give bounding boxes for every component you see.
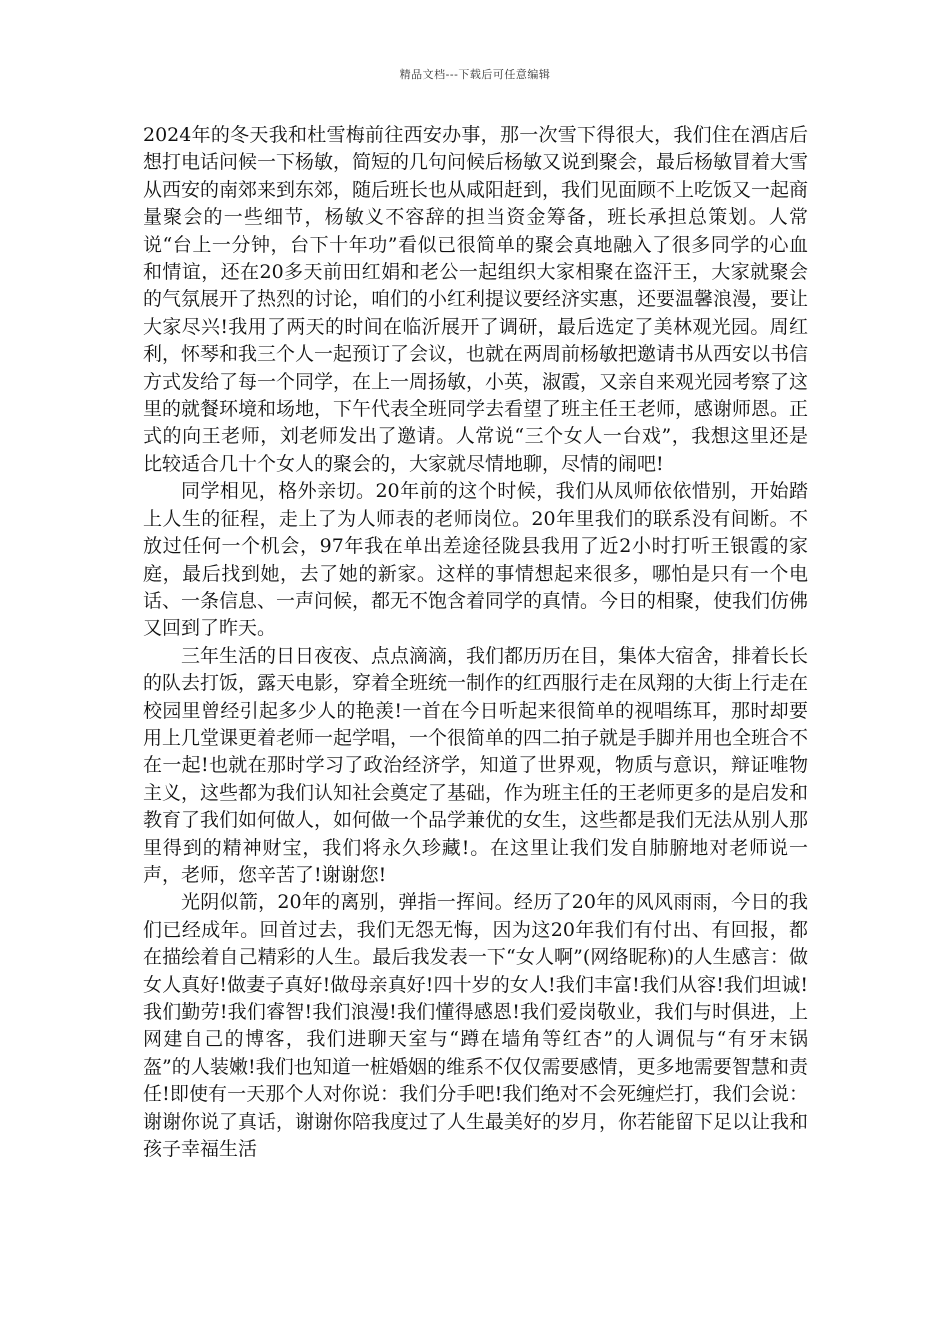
document-body <box>143 122 808 1163</box>
paragraph-4: 光阴似箭，20年的离别，弹指一挥间。经历了20年的风风雨雨，今日的我们已经成年。回首过去，我们无怨无悔，因为这20年我们有付出、有回报，都在描绘着自己精彩的人生。最后我发表一下“女人啊”(网络昵称)的人生感言：做女人真好!做妻子真好!做母亲真好!四十岁的女人!我们丰富!我们从容!我们坦诚!我们勤劳!我们睿智!我们浪漫!我们懂得感恩!我们爱岗敬业，我们与时俱进，上网建自己的博客，我们进聊天室与“蹲在墙角等红杏”的人调侃与“有牙末锅盔”的人装嫩!我们也知道一桩婚姻的维系不仅仅需要感情，更多地需要智慧和责任!即使有一天那个人对你说：我们分手吧!我们绝对不会死缠烂打，我们会说：谢谢你说了真话，谢谢你陪我度过了人生最美好的岁月，你若能留下足以让我和孩子幸福生活 <box>143 891 809 1161</box>
page-header: 精品文档---下载后可任意编辑 <box>399 68 551 81</box>
paragraph-3: 三年生活的日日夜夜、点点滴滴，我们都历历在目，集体大宿舍，排着长长的队去打饭，露天电影，穿着全班统一制作的红西服行走在凤翔的大街上行走在校园里曾经引起多少人的艳羡!一首在今日听起来很简单的视唱练耳，那时却要用上几堂课更着老师一起学唱，一个很简单的四二拍子就是手脚并用也全班合不在一起!也就在那时学习了政治经济学，知道了世界观，物质与意识，辩证唯物主义，这些都为我们认知社会奠定了基础，作为班主任的王老师更多的是启发和教育了我们如何做人，如何做一个品学兼优的女生，这些都是我们无法从别人那里得到的精神财宝，我们将永久珍藏!。在这里让我们发自肺腑地对老师说一声，老师，您辛苦了!谢谢您! <box>143 644 809 886</box>
paragraph-2: 同学相见，格外亲切。20年前的这个时候，我们从凤师依依惜别，开始踏上人生的征程，走上了为人师表的老师岗位。20年里我们的联系没有间断。不放过任何一个机会，97年我在单出差途径陇县我用了近2小时打听王银霞的家庭，最后找到她，去了她的新家。这样的事情想起来很多，哪怕是只有一个电话、一条信息、一声问候，都无不饱含着同学的真情。今日的相聚，使我们仿佛又回到了昨天。 <box>143 480 809 640</box>
paragraph-1: 2024年的冬天我和杜雪梅前往西安办事，那一次雪下得很大，我们住在酒店后想打电话问候一下杨敏，简短的几句问候后杨敏又说到聚会，最后杨敏冒着大雪从西安的南郊来到东郊，随后班长也从咸阳赶到，我们见面顾不上吃饭又一起商量聚会的一些细节，杨敏义不容辞的担当资金筹备，班长承担总策划。人常说“台上一分钟，台下十年功”看似已很简单的聚会真地融入了很多同学的心血和情谊，还在20多天前田红娟和老公一起组织大家相聚在盗汗王，大家就聚会的气氛展开了热烈的讨论，咱们的小红利提议要经济实惠，还要温馨浪漫，要让大家尽兴!我用了两天的时间在临沂展开了调研，最后选定了美林观光园。周红利，怀琴和我三个人一起预订了会议，也就在两周前杨敏把邀请书从西安以书信方式发给了每一个同学，在上一周扬敏，小英，淑霞，又亲自来观光园考察了这里的就餐环境和场地，下午代表全班同学去看望了班主任王老师，感谢师恩。正式的向王老师，刘老师发出了邀请。人常说“三个女人一台戏”，我想这里还是比较适合几十个女人的聚会的，大家就尽情地聊，尽情的闹吧! <box>143 124 809 475</box>
